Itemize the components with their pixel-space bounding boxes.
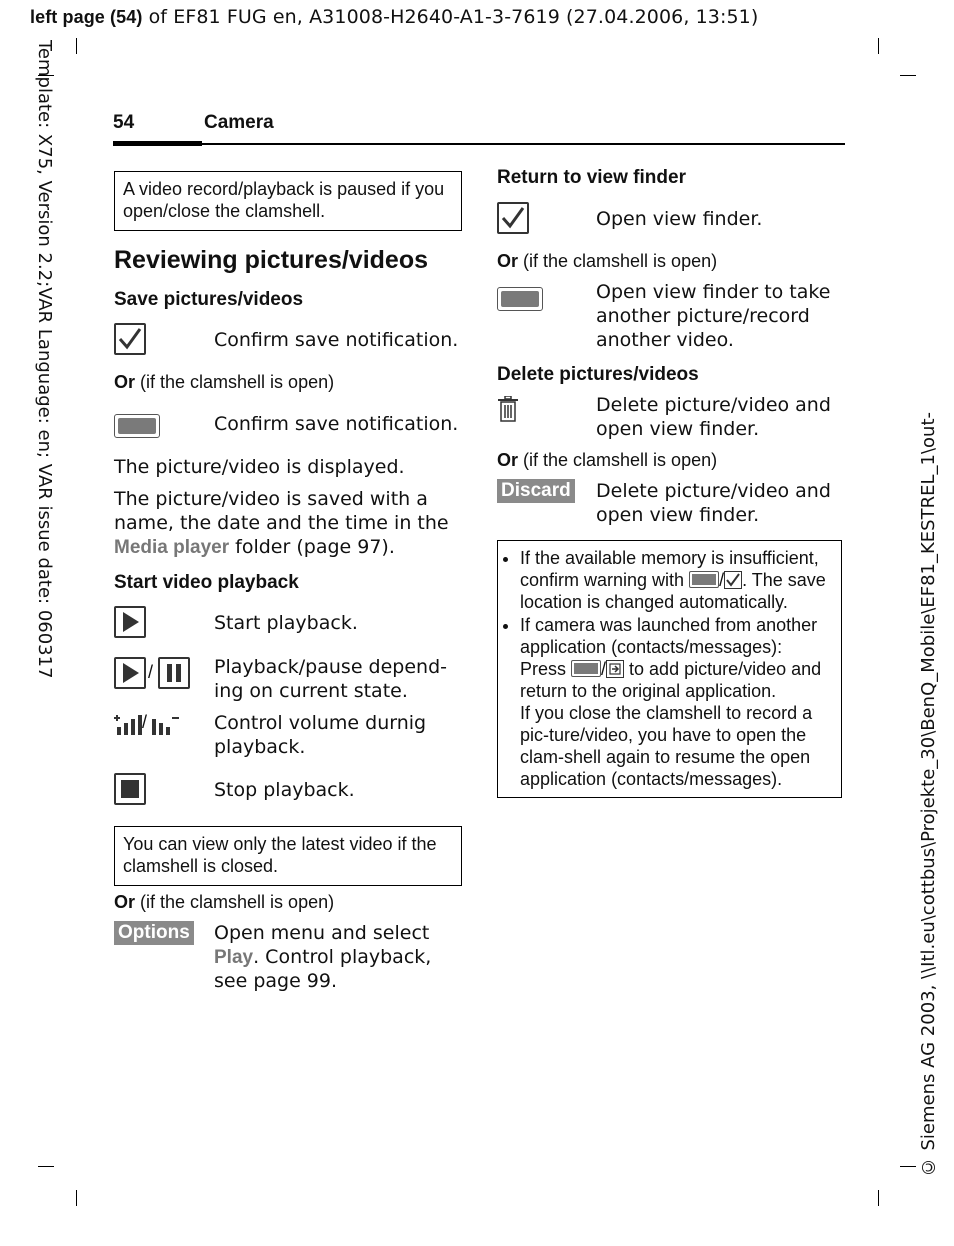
trash-icon [497,396,519,422]
volume-down-icon [152,713,180,735]
delete-text-2: open view finder. [596,418,760,440]
start-playback-text: Start playback. [214,612,358,634]
play-key-icon [114,657,146,689]
volume-text-2: playback. [214,736,306,758]
pause-text-1: Playback/pause depend- [214,656,448,678]
center-key-icon [497,287,543,311]
hint-box [497,540,842,798]
subheading-start-playback: Start video playback [114,572,299,593]
crop-mark [900,1166,916,1167]
subheading-return: Return to view finder [497,167,686,188]
or-line: Or (if the clamshell is open) [114,372,335,392]
note-text: A video record/playback is paused if you open/close the clamshell. [123,179,445,221]
center-key-icon [114,414,160,438]
document-header-line [30,6,758,28]
confirm-text-2: Confirm save notification. [214,413,459,435]
delete-text-3: Delete picture/video and [596,480,831,502]
check-key-icon [724,571,742,589]
menu-text-1: Open menu and select [214,922,430,944]
note-box-paused [114,171,462,231]
header-tab [113,141,202,146]
section-heading: Reviewing pictures/videos [114,246,428,274]
delete-text-1: Delete picture/video and [596,394,831,416]
note-text: You can view only the latest video if the clamshell is closed. [123,834,437,876]
insert-key-icon [606,660,624,678]
stop-key-icon [114,773,146,805]
header-rule [113,143,845,145]
play-link: Play [214,947,254,968]
template-margin-text: Template: X75, Version 2.2;VAR Language: en; VAR issue date: 060317 [34,40,55,679]
crop-mark [900,75,916,76]
check-key-icon [114,323,146,355]
displayed-text: The picture/video is displayed. [114,456,405,478]
saved-text: The picture/video is saved with a name, the date and the time in the Media player folder (page 97). [114,488,449,558]
volume-text-1: Control volume durnig [214,712,427,734]
hint-item: • If camera was launched from another application (contacts/messages): Press / to add picture/video and return to the original application. If you close the clamshell to record a pic-ture/video, you have to open the clam-shell again to resume the open application (contacts/messages). [520,614,833,790]
pause-text-2: ing on current state. [214,680,408,702]
page-label: left page (54) [30,7,143,27]
or-line: Or (if the clamshell is open) [497,450,718,470]
copyright-margin-text: © Siemens AG 2003, \\Itl.eu\cottbus\Projekte_30\BenQ_Mobile\EF81_KESTREL_1\out- [918,412,939,1178]
or-line: Or (if the clamshell is open) [497,251,718,271]
crop-mark [878,38,879,54]
crop-mark [878,1190,879,1206]
subheading-save: Save pictures/videos [114,289,304,310]
open-viewfinder-2-line3: another video. [596,329,734,351]
subheading-delete: Delete pictures/videos [497,364,699,385]
page-number: 54 [113,112,135,133]
open-viewfinder-2-line2: another picture/record [596,305,810,327]
section-title: Camera [204,112,274,133]
open-viewfinder-2-line1: Open view finder to take [596,281,831,303]
discard-softkey: Discard [497,479,575,503]
center-key-icon [571,660,601,677]
confirm-text: Confirm save notification. [214,329,459,351]
stop-text: Stop playback. [214,779,355,801]
play-key-icon [114,606,146,638]
slash: / [148,662,154,682]
crop-mark [76,1190,77,1206]
document-info: of EF81 FUG en, A31008-H2640-A1-3-7619 (27.04.2006, 13:51) [142,6,759,28]
hint-item: • If the available memory is insufficient, confirm warning with / . The save location is changed automatically. [520,547,833,613]
volume-up-icon [114,713,144,735]
crop-mark [38,1166,54,1167]
pause-key-icon [158,657,190,689]
open-viewfinder-text: Open view finder. [596,208,763,230]
check-key-icon [497,202,529,234]
crop-mark [76,38,77,54]
menu-text-2: Play. Control playback, [214,946,432,968]
or-line: Or (if the clamshell is open) [114,892,335,912]
note-box-latest-video [114,826,462,886]
menu-text-3: see page 99. [214,970,338,992]
options-softkey: Options [114,921,194,945]
center-key-icon [689,571,719,588]
media-player-link: Media player [114,537,230,558]
delete-text-4: open view finder. [596,504,760,526]
slash: / [142,712,148,732]
